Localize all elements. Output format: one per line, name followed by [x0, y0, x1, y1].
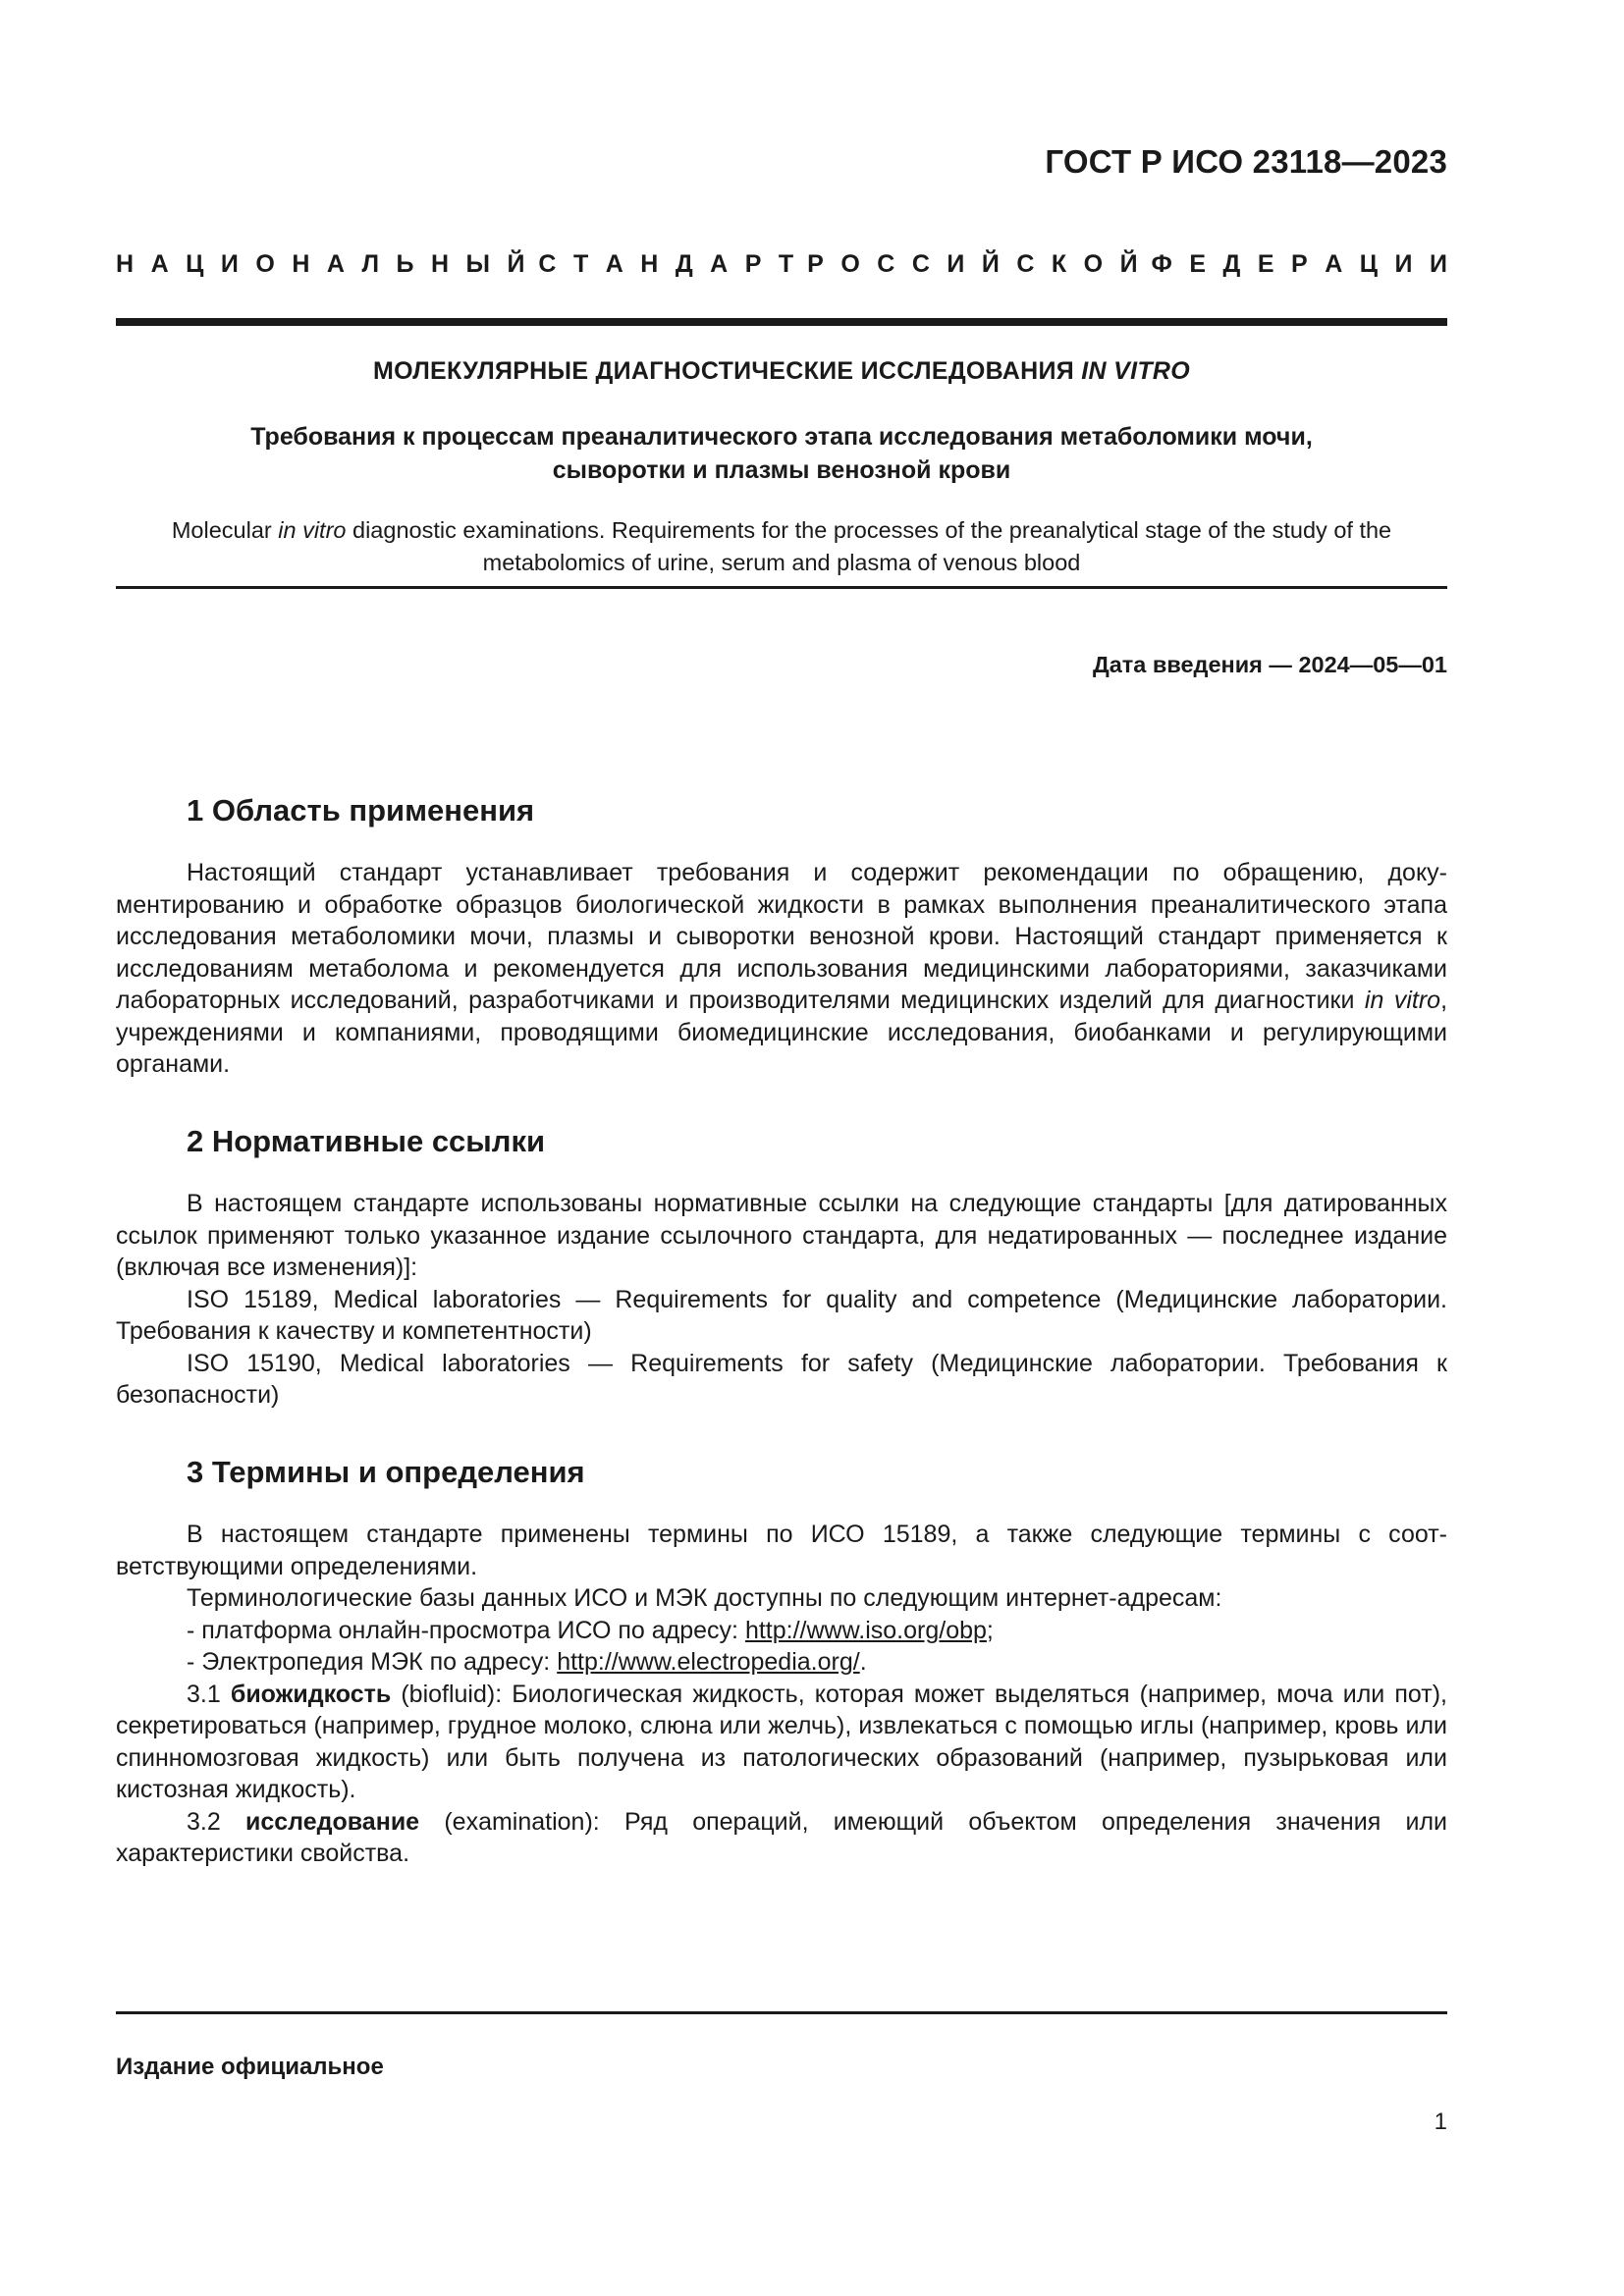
banner-letter: О — [255, 250, 275, 278]
banner-letter: Д — [1222, 250, 1241, 278]
national-standard-banner — [116, 250, 1447, 279]
document-code: ГОСТ Р ИСО 23118—2023 — [1045, 143, 1447, 180]
term-3-2-name: исследование — [245, 1807, 420, 1836]
banner-letter: Р — [1291, 250, 1308, 278]
banner-word-1 — [116, 250, 524, 279]
section-2-body — [116, 1188, 1447, 1412]
section-3-db-line: Терминологические базы данных ИСО и МЭК доступны по следующим интернет-адресам: — [187, 1584, 1222, 1612]
introduction-date: Дата введения — 2024—05—01 — [1092, 652, 1447, 677]
section-2-intro: В настоящем стандарте использованы нормативные ссылки на следующие стандарты [для датированных ссылок применяют только указанное издание ссылочного стандарта, для недатированных — последнее издание (включая все изменения)]: — [116, 1190, 1447, 1281]
official-edition-label: Издание официальное — [116, 2054, 384, 2080]
english-title-line-2: metabolomics of urine, serum and plasma of venous blood — [482, 550, 1081, 575]
iso-obp-link[interactable]: http://www.iso.org/obp — [744, 1616, 987, 1644]
banner-letter: Н — [430, 250, 450, 278]
banner-letter: Ф — [1151, 250, 1172, 278]
banner-letter: И — [1394, 250, 1413, 278]
english-title — [116, 514, 1447, 579]
section-3 — [116, 1455, 1447, 1490]
banner-letter: С — [877, 250, 895, 278]
footer-divider — [116, 2011, 1447, 2014]
term-3-1-name: биожидкость — [230, 1680, 392, 1708]
section-3-body — [116, 1519, 1447, 1870]
section-2-heading: 2 Нормативные ссылки — [187, 1124, 546, 1158]
banner-letter: Р — [807, 250, 824, 278]
banner-letter: И — [947, 250, 965, 278]
document-subtitle — [116, 420, 1447, 487]
section-2-ref-1: ISO 15189, Medical laboratories — Requirements for quality and competence (Медицинские лаборатории. Требования к качеству и компетентности) — [116, 1285, 1447, 1345]
banner-letter: О — [1083, 250, 1104, 278]
banner-letter: Т — [572, 250, 589, 278]
banner-letter: С — [538, 250, 557, 278]
banner-letter: К — [1051, 250, 1067, 278]
banner-letter: Е — [1189, 250, 1207, 278]
banner-letter: С — [911, 250, 930, 278]
document-title — [116, 357, 1447, 386]
banner-letter: Н — [116, 250, 135, 278]
banner-letter: Ь — [396, 250, 414, 278]
banner-letter: Е — [1257, 250, 1274, 278]
banner-letter: Й — [1119, 250, 1138, 278]
banner-letter: О — [840, 250, 860, 278]
banner-letter: Ц — [1359, 250, 1379, 278]
banner-letter: С — [1016, 250, 1035, 278]
banner-letter: Н — [292, 250, 310, 278]
banner-letter: Т — [778, 250, 794, 278]
banner-letter: Л — [361, 250, 379, 278]
banner-letter: А — [605, 250, 623, 278]
section-1 — [116, 793, 1447, 828]
term-3-1: 3.1 биожидкость (biofluid): Биологическая жидкость, которая может выделяться (например, моча или пот), секретироваться (например, грудное молоко, слюна или желчь), извлекаться с помощью иглы (например, кровь или спинномозговая жидкость) или быть получена из патологических образований (например, пузырьковая или кистозная жидкость). — [116, 1680, 1447, 1803]
banner-letter: А — [326, 250, 345, 278]
banner-letter: А — [1325, 250, 1343, 278]
title-main-italic: IN VITRO — [1081, 357, 1191, 385]
section-3-heading: 3 Термины и определения — [187, 1455, 585, 1489]
banner-word-4 — [1152, 250, 1447, 279]
banner-letter: Р — [744, 250, 762, 278]
title-main-text: МОЛЕКУЛЯРНЫЕ ДИАГНОСТИЧЕСКИЕ ИССЛЕДОВАНИЯ — [372, 357, 1082, 385]
banner-letter: Ц — [186, 250, 204, 278]
header-divider-thick — [116, 318, 1447, 326]
banner-letter: Й — [507, 250, 525, 278]
banner-letter: Й — [981, 250, 1000, 278]
english-title-line-1: Molecular in vitro diagnostic examinations. Requirements for the processes of the preanalytical stage of the study of the — [171, 517, 1392, 543]
page-number: 1 — [1434, 2109, 1447, 2135]
term-3-2: 3.2 исследование (examination): Ряд операций, имеющий объектом определения значения или характеристики свойства. — [116, 1807, 1447, 1867]
section-2 — [116, 1124, 1447, 1159]
term-db-item-iso: - платформа онлайн-просмотра ИСО по адресу: http://www.iso.org/obp; — [187, 1616, 994, 1644]
banner-letter: Ы — [465, 250, 490, 278]
term-db-item-iec: - Электропедия МЭК по адресу: http://www.electropedia.org/. — [187, 1648, 867, 1676]
banner-word-2 — [538, 250, 793, 279]
subtitle-line-1: Требования к процессам преаналитического этапа исследования метаболомики мочи, — [250, 423, 1313, 451]
banner-word-3 — [807, 250, 1137, 279]
banner-letter: А — [150, 250, 169, 278]
section-1-paragraph: Настоящий стандарт устанавливает требования и содержит рекомендации по обращению, документированию и обработке образцов биологической жидкости в рамках выполнения преаналитического этапа исследования метаболомики мочи, плазмы и сыворотки венозной крови. Настоящий стандарт применяется к исследованиям метаболома и рекомендуется для использования медицинскими лабораториями, заказчиками лабораторных исследований, разработчиками и производителями медицинских изделий для диагностики in vitro, учреждениями и компаниями, проводящими биомедицинские исследования, биобанками и регулирующими органами. — [116, 859, 1448, 1078]
banner-letter: И — [1430, 250, 1447, 278]
subtitle-line-2: сыворотки и плазмы венозной крови — [552, 456, 1011, 484]
section-3-intro: В настоящем стандарте применены термины по ИСО 15189, а также следующие термины с соответствующими определениями. — [116, 1521, 1447, 1580]
section-2-ref-2: ISO 15190, Medical laboratories — Requirements for safety (Медицинские лаборатории. Требования к безопасности) — [116, 1349, 1447, 1409]
section-1-heading: 1 Область применения — [187, 793, 535, 828]
section-1-body — [116, 857, 1447, 1081]
banner-letter: И — [220, 250, 239, 278]
banner-letter: Н — [640, 250, 659, 278]
banner-letter: А — [710, 250, 729, 278]
banner-letter: Д — [675, 250, 693, 278]
electropedia-link[interactable]: http://www.electropedia.org/ — [557, 1648, 860, 1676]
title-divider — [116, 586, 1447, 589]
